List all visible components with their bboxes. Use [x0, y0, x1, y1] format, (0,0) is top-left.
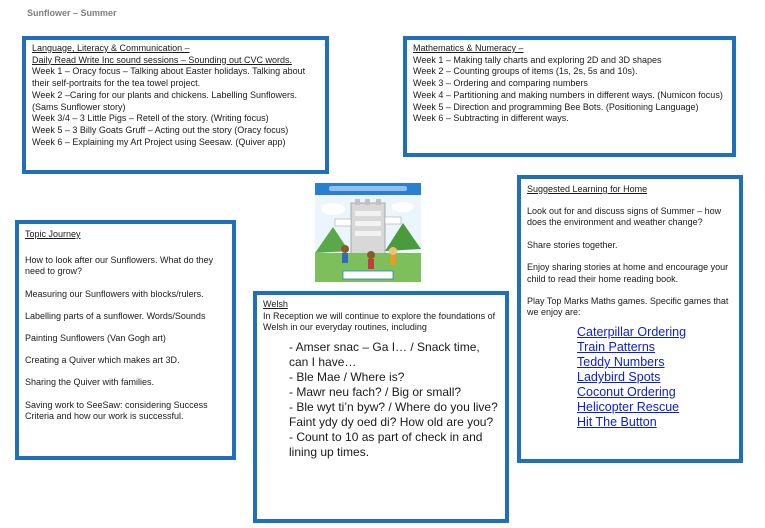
welsh-phrase-2: - Ble Mae / Where is?	[289, 370, 405, 385]
literacy-week-1: Week 1 – Oracy focus – Talking about Easter holidays. Talking about their self-portraits for the tea towel project.	[32, 66, 306, 89]
maths-week-4: Week 4 – Partitioning and making numbers in different ways. (Numicon focus)	[413, 89, 723, 100]
curriculum-poster-image	[315, 183, 421, 282]
literacy-subheading: Daily Read Write Inc sound sessions – Sounding out CVC words.	[32, 54, 292, 65]
maths-box	[403, 36, 736, 157]
welsh-phrase-6: - Count to 10 as part of check in and lining up times.	[289, 430, 483, 460]
link-helicopter-rescue[interactable]: Helicopter Rescue	[577, 400, 680, 415]
welsh-phrase-1: - Amser snac – Ga I… / Snack time, can I have…	[289, 340, 480, 370]
topic-item-4: Painting Sunflowers (Van Gogh art)	[25, 333, 166, 344]
welsh-phrase-3: - Mawr neu fach? / Big or small?	[289, 385, 462, 400]
topic-journey-box	[15, 220, 236, 460]
page-title: Sunflower – Summer	[27, 8, 117, 18]
maths-week-3: Week 3 – Ordering and comparing numbers	[413, 78, 588, 89]
topic-heading: Topic Journey	[25, 229, 81, 239]
suggested-item-3: Enjoy sharing stories at home and encourage your child to read their home reading book.	[527, 261, 729, 284]
welsh-box	[253, 291, 509, 523]
suggested-item-1: Look out for and discuss signs of Summer – how does the environment and weather change?	[527, 205, 722, 228]
link-teddy-numbers[interactable]: Teddy Numbers	[577, 355, 665, 370]
maths-week-1: Week 1 – Making tally charts and exploring 2D and 3D shapes	[413, 54, 662, 65]
link-hit-the-button[interactable]: Hit The Button	[577, 415, 657, 430]
suggested-learning-box	[517, 175, 743, 463]
topic-item-5: Creating a Quiver which makes art 3D.	[25, 355, 180, 366]
maths-week-2: Week 2 – Counting groups of items (1s, 2s, 5s and 10s).	[413, 66, 638, 77]
topic-item-7: Saving work to SeeSaw: considering Success Criteria and how our work is successful.	[25, 399, 208, 422]
welsh-intro: In Reception we will continue to explore the foundations of Welsh in our everyday routines, including	[263, 310, 496, 333]
welsh-phrase-list	[263, 340, 499, 460]
topic-item-3: Labelling parts of a sunflower. Words/Sounds	[25, 310, 206, 321]
maths-week-5: Week 5 – Direction and programming Bee Bots. (Positioning Language)	[413, 101, 699, 112]
literacy-week-2: Week 2 –Caring for our plants and chickens. Labelling Sunflowers. (Sams Sunflower story)	[32, 89, 297, 112]
topic-item-2: Measuring our Sunflowers with blocks/rulers.	[25, 288, 204, 299]
games-link-list	[527, 325, 733, 430]
literacy-heading: Language, Literacy & Communication –	[32, 43, 190, 53]
link-train-patterns[interactable]: Train Patterns	[577, 340, 656, 355]
literacy-week-5: Week 5 – 3 Billy Goats Gruff – Acting out the story (Oracy focus)	[32, 124, 289, 135]
literacy-week-3-4: Week 3/4 – 3 Little Pigs – Retell of the story. (Writing focus)	[32, 113, 269, 124]
maths-heading: Mathematics & Numeracy –	[413, 43, 524, 53]
suggested-item-4: Play Top Marks Maths games. Specific games that we enjoy are:	[527, 295, 729, 318]
link-ladybird-spots[interactable]: Ladybird Spots	[577, 370, 661, 385]
suggested-item-2: Share stories together.	[527, 239, 618, 250]
link-caterpillar-ordering[interactable]: Caterpillar Ordering	[577, 325, 687, 340]
literacy-box	[22, 36, 329, 174]
welsh-phrase-4: - Ble wyt ti’n byw? / Where do you live?	[289, 400, 498, 415]
poster-tower	[351, 203, 385, 255]
topic-item-6: Sharing the Quiver with families.	[25, 377, 155, 388]
suggested-heading: Suggested Learning for Home	[527, 184, 648, 194]
maths-week-6: Week 6 – Subtracting in different ways.	[413, 113, 569, 124]
welsh-heading: Welsh	[263, 299, 288, 309]
welsh-phrase-5: Faint ydy dy oed di? How old are you?	[289, 415, 494, 430]
link-coconut-ordering[interactable]: Coconut Ordering	[577, 385, 676, 400]
topic-item-1: How to look after our Sunflowers. What do they need to grow?	[25, 254, 214, 277]
literacy-week-6: Week 6 – Explaining my Art Project using Seesaw. (Quiver app)	[32, 136, 286, 147]
